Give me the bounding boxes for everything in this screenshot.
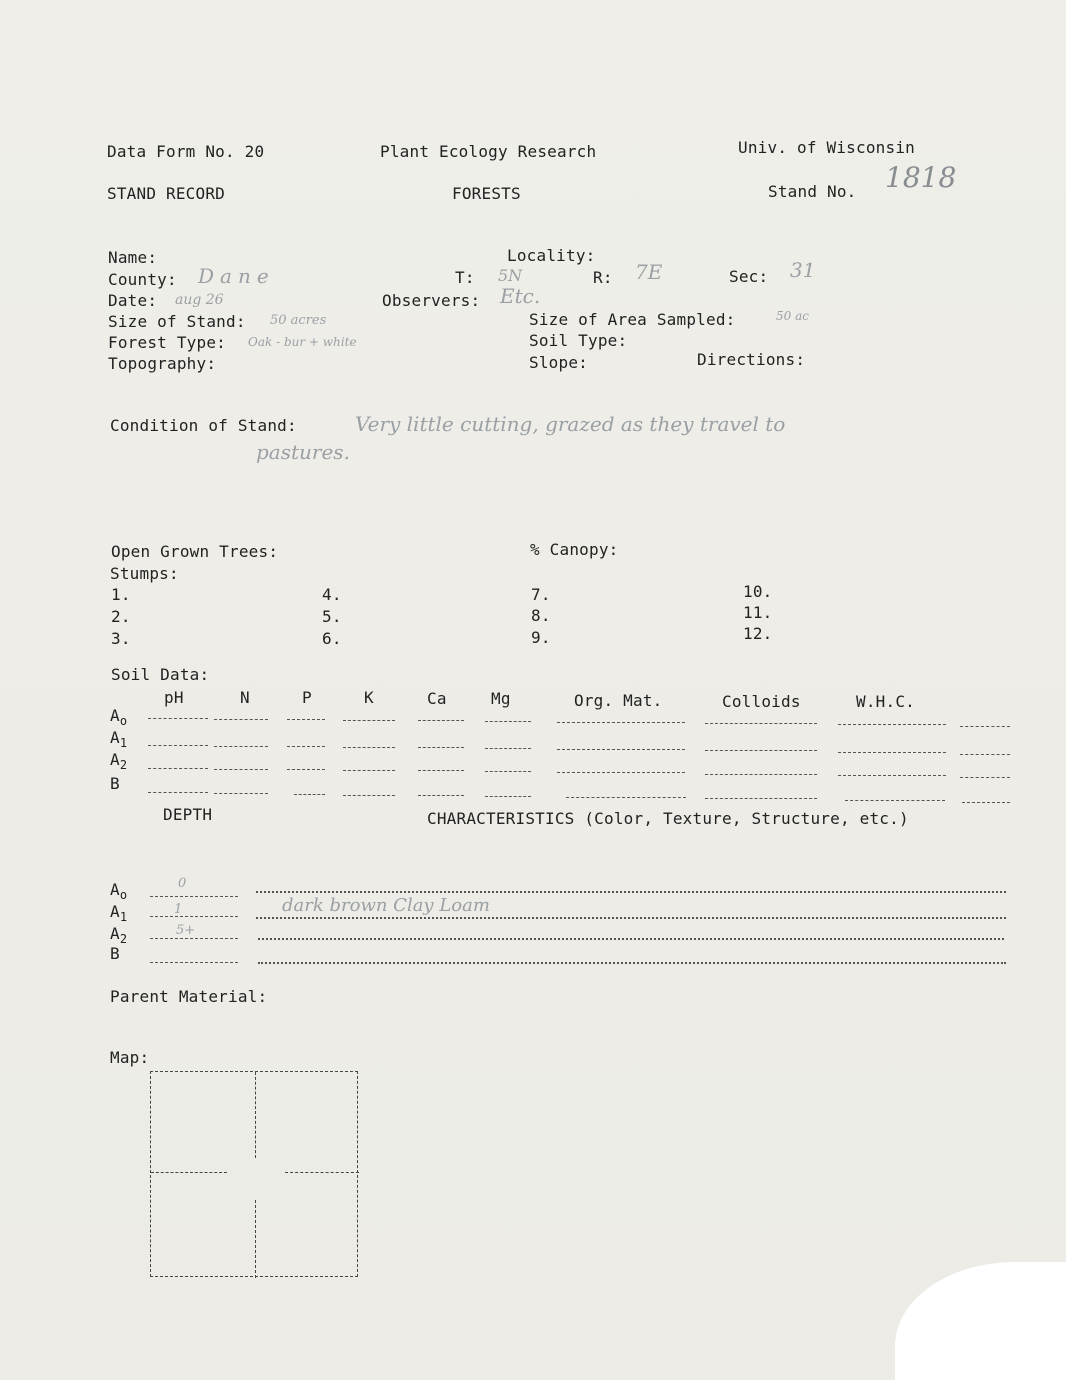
locality-label: Locality: xyxy=(507,246,596,265)
slope-label: Slope: xyxy=(529,353,588,372)
directions-label: Directions: xyxy=(697,350,806,369)
r-value: 7E xyxy=(635,260,663,284)
university: Univ. of Wisconsin xyxy=(738,138,915,157)
stand-no-label: Stand No. xyxy=(768,182,857,201)
a1-characteristic: dark brown Clay Loam xyxy=(282,895,490,916)
name-label: Name: xyxy=(108,248,158,267)
soil-col-p: P xyxy=(302,688,312,707)
condition-line-2: pastures. xyxy=(256,440,350,464)
t-value: 5N xyxy=(498,266,523,285)
condition-label: Condition of Stand: xyxy=(110,416,297,435)
soil-col-ph: pH xyxy=(164,688,184,707)
stump-number: 8. xyxy=(531,606,551,625)
size-area-sampled-label: Size of Area Sampled: xyxy=(529,310,736,329)
parent-material-label: Parent Material: xyxy=(110,987,268,1006)
condition-line-1: Very little cutting, grazed as they travel to xyxy=(355,412,786,436)
profile-row-label: $A_o$ xyxy=(110,880,128,902)
map-label: Map: xyxy=(110,1048,150,1067)
forest-type-value: Oak - bur + white xyxy=(248,335,357,349)
observers-value: Etc. xyxy=(500,284,541,308)
depth-label: DEPTH xyxy=(163,805,213,824)
stump-number: 3. xyxy=(111,629,131,648)
size-of-stand-label: Size of Stand: xyxy=(108,312,246,331)
stump-number: 11. xyxy=(743,603,773,622)
soil-col-n: N xyxy=(240,688,250,707)
soil-data-label: Soil Data: xyxy=(111,665,210,684)
profile-row-label: B xyxy=(110,944,120,963)
soil-col-k: K xyxy=(364,688,374,707)
stumps-label: Stumps: xyxy=(110,564,179,583)
soil-row-label: B xyxy=(110,774,120,793)
county-value: Dane xyxy=(198,264,275,288)
canopy-label: % Canopy: xyxy=(530,540,619,559)
depth-value-a2: 5+ xyxy=(176,923,196,938)
size-of-stand-value: 50 acres xyxy=(270,313,327,328)
form-number: Data Form No. 20 xyxy=(107,142,265,161)
open-grown-trees-label: Open Grown Trees: xyxy=(111,542,279,561)
stump-number: 9. xyxy=(531,628,551,647)
soil-col-ca: Ca xyxy=(427,689,447,708)
soil-col-whc: W.H.C. xyxy=(856,692,915,711)
soil-col-org-mat: Org. Mat. xyxy=(574,691,663,710)
stump-number: 1. xyxy=(111,585,131,604)
stump-number: 2. xyxy=(111,607,131,626)
organization: Plant Ecology Research xyxy=(380,142,597,161)
soil-col-mg: Mg xyxy=(491,689,511,708)
profile-row-label: $A_1$ xyxy=(110,902,128,924)
county-label: County: xyxy=(108,270,177,289)
stump-number: 7. xyxy=(531,585,551,604)
depth-value-a0: 0 xyxy=(178,876,187,891)
soil-row-label: $A_o$ xyxy=(110,706,128,728)
sec-label: Sec: xyxy=(729,267,769,286)
soil-row-label: $A_2$ xyxy=(110,750,128,772)
soil-type-label: Soil Type: xyxy=(529,331,628,350)
date-label: Date: xyxy=(108,291,158,310)
stand-no-value: 1818 xyxy=(885,161,957,194)
category: FORESTS xyxy=(452,184,521,203)
characteristics-label: CHARACTERISTICS (Color, Texture, Structure, etc.) xyxy=(427,809,909,828)
stump-number: 12. xyxy=(743,624,773,643)
stump-number: 6. xyxy=(322,629,342,648)
profile-row-label: $A_2$ xyxy=(110,924,128,946)
stump-number: 10. xyxy=(743,582,773,601)
depth-value-a1: 1 xyxy=(174,902,183,917)
map-grid xyxy=(150,1071,358,1277)
r-label: R: xyxy=(593,268,613,287)
torn-corner xyxy=(895,1262,1066,1380)
observers-label: Observers: xyxy=(382,291,481,310)
stump-number: 4. xyxy=(322,585,342,604)
forest-type-label: Forest Type: xyxy=(108,333,226,352)
size-area-sampled-value: 50 ac xyxy=(776,309,809,323)
record-type: STAND RECORD xyxy=(107,184,225,203)
sec-value: 31 xyxy=(790,258,816,282)
soil-col-colloids: Colloids xyxy=(722,692,801,711)
date-value: aug 26 xyxy=(175,292,224,308)
soil-row-label: $A_1$ xyxy=(110,728,128,750)
t-label: T: xyxy=(455,268,475,287)
topography-label: Topography: xyxy=(108,354,217,373)
stump-number: 5. xyxy=(322,607,342,626)
